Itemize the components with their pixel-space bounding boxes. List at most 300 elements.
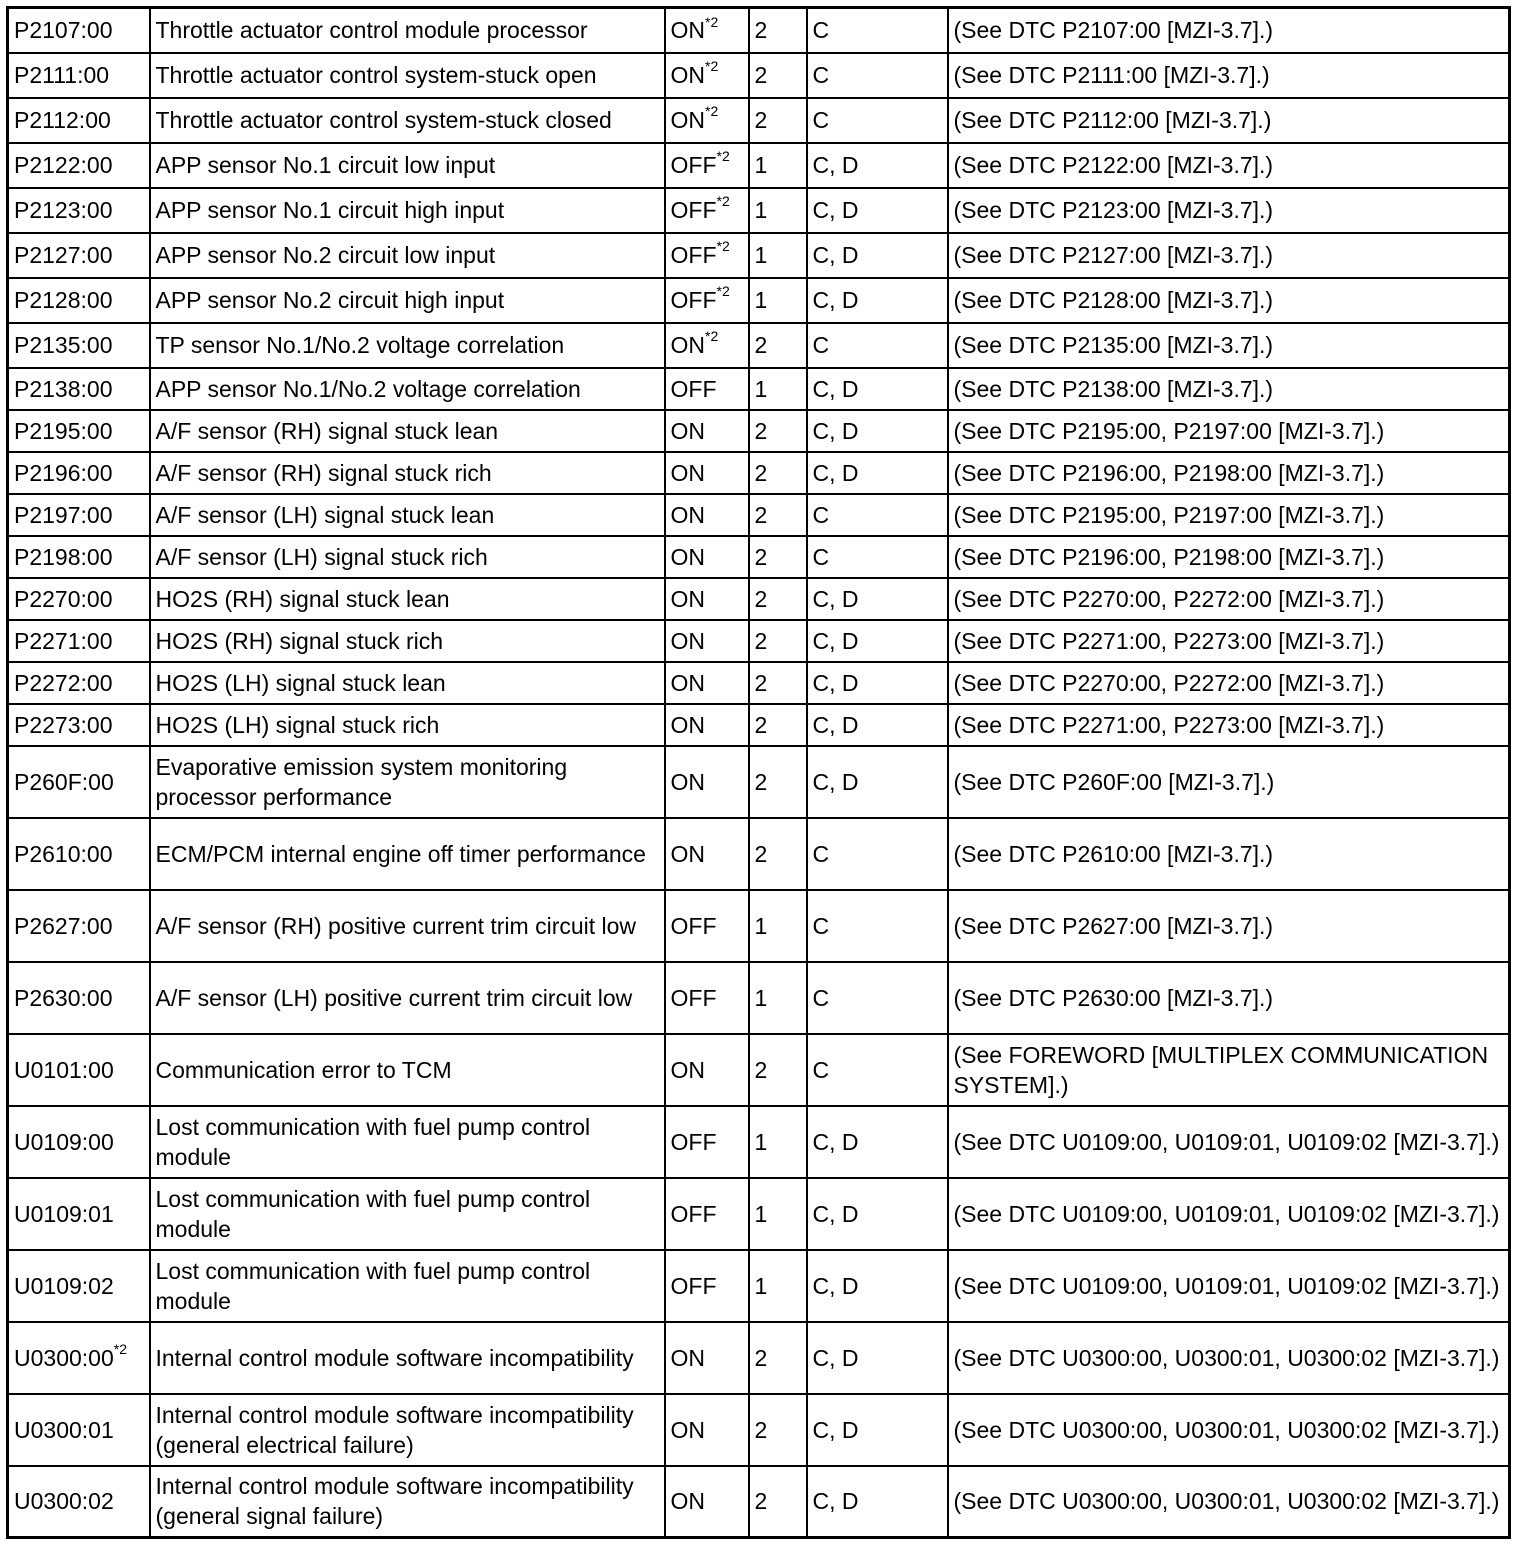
mil-status-cell — [665, 368, 749, 410]
mil-status-cell — [665, 818, 749, 890]
table-row — [8, 1250, 1510, 1322]
mil-status-text: ON — [670, 332, 705, 358]
monitor-item-cell — [807, 962, 948, 1034]
drive-cycle-cell — [749, 410, 807, 452]
mil-status-cell — [665, 53, 749, 98]
reference-page-cell — [948, 98, 1510, 143]
reference-page-cell — [948, 620, 1510, 662]
reference-page-cell — [948, 368, 1510, 410]
reference-page-text: (See DTC P260F:00 [MZI-3.7].) — [953, 768, 1275, 795]
mil-status-text: ON — [670, 417, 705, 444]
monitor-item-cell — [807, 1106, 948, 1178]
monitor-item-text: C, D — [812, 242, 859, 268]
drive-cycle-text: 1 — [754, 1128, 768, 1155]
monitor-item-text: C — [812, 984, 830, 1011]
dtc-description-text: Lost communication with fuel pump control module — [155, 1257, 591, 1314]
table-row — [8, 98, 1510, 143]
dtc-description-text: HO2S (LH) signal stuck rich — [155, 711, 440, 738]
reference-page-cell — [948, 143, 1510, 188]
monitor-item-text: C — [812, 62, 830, 88]
dtc-code-cell — [8, 620, 150, 662]
mil-status-cell — [665, 452, 749, 494]
mil-status-cell — [665, 746, 749, 818]
drive-cycle-cell — [749, 818, 807, 890]
drive-cycle-text: 2 — [754, 840, 768, 867]
monitor-item-cell — [807, 143, 948, 188]
table-row — [8, 578, 1510, 620]
mil-status-text: ON — [670, 627, 705, 654]
reference-page-cell — [948, 1250, 1510, 1322]
monitor-item-cell — [807, 620, 948, 662]
dtc-code-cell — [8, 8, 150, 53]
reference-page-cell — [948, 323, 1510, 368]
dtc-code-text: U0300:00 — [14, 1344, 114, 1371]
dtc-code-cell — [8, 368, 150, 410]
reference-page-cell — [948, 890, 1510, 962]
table-row — [8, 746, 1510, 818]
dtc-code-cell — [8, 98, 150, 143]
monitor-item-cell — [807, 1394, 948, 1466]
dtc-code-cell — [8, 704, 150, 746]
mil-status-text: ON — [670, 459, 705, 486]
dtc-description-text: APP sensor No.1 circuit low input — [155, 152, 496, 178]
monitor-item-cell — [807, 188, 948, 233]
dtc-code-cell — [8, 278, 150, 323]
monitor-item-text: C, D — [812, 152, 859, 178]
reference-page-cell — [948, 1034, 1510, 1106]
dtc-code-cell — [8, 233, 150, 278]
table-row — [8, 188, 1510, 233]
drive-cycle-cell — [749, 578, 807, 620]
drive-cycle-cell — [749, 1466, 807, 1538]
monitor-item-cell — [807, 368, 948, 410]
drive-cycle-text: 2 — [754, 768, 768, 795]
dtc-description-text: Throttle actuator control system-stuck open — [155, 62, 597, 88]
table-row — [8, 368, 1510, 410]
mil-status-text: ON — [670, 1488, 705, 1515]
dtc-description-text: TP sensor No.1/No.2 voltage correlation — [155, 332, 565, 358]
mil-status-text: ON — [670, 543, 705, 570]
monitor-item-text: C — [812, 1056, 830, 1083]
mil-status-cell — [665, 323, 749, 368]
drive-cycle-cell — [749, 536, 807, 578]
drive-cycle-cell — [749, 233, 807, 278]
dtc-description-cell — [150, 278, 665, 323]
drive-cycle-text: 2 — [754, 459, 768, 486]
reference-page-cell — [948, 746, 1510, 818]
drive-cycle-text: 2 — [754, 1488, 768, 1515]
mil-status-cell — [665, 1250, 749, 1322]
dtc-description-text: APP sensor No.1 circuit high input — [155, 197, 505, 223]
monitor-item-cell — [807, 578, 948, 620]
reference-page-text: (See DTC P2627:00 [MZI-3.7].) — [953, 912, 1274, 939]
dtc-description-cell — [150, 1250, 665, 1322]
mil-status-cell — [665, 536, 749, 578]
mil-status-text: ON — [670, 711, 705, 738]
dtc-code-text: P2610:00 — [14, 840, 113, 867]
dtc-code-text: U0101:00 — [14, 1056, 114, 1083]
reference-page-text: (See DTC U0300:00, U0300:01, U0300:02 [MZI-3.7].) — [953, 1416, 1500, 1443]
mil-status-cell — [665, 278, 749, 323]
mil-status-cell — [665, 98, 749, 143]
dtc-code-text: U0300:02 — [14, 1488, 114, 1515]
mil-status-cell — [665, 704, 749, 746]
mil-status-text: ON — [670, 585, 705, 612]
dtc-description-text: A/F sensor (LH) positive current trim circuit low — [155, 984, 633, 1011]
dtc-code-cell — [8, 1394, 150, 1466]
footnote-marker: *2 — [716, 283, 730, 300]
drive-cycle-text: 1 — [754, 912, 768, 939]
drive-cycle-text: 2 — [754, 1344, 768, 1371]
monitor-item-text: C, D — [812, 711, 859, 738]
mil-status-text: OFF — [670, 287, 717, 313]
dtc-description-cell — [150, 620, 665, 662]
dtc-description-text: Communication error to TCM — [155, 1056, 452, 1083]
monitor-item-text: C, D — [812, 375, 859, 402]
mil-status-text: OFF — [670, 912, 717, 939]
dtc-code-text: P2107:00 — [14, 17, 113, 44]
dtc-description-cell — [150, 536, 665, 578]
monitor-item-text: C, D — [812, 459, 859, 486]
dtc-description-text: Internal control module software incompatibility — [155, 1344, 634, 1371]
reference-page-cell — [948, 452, 1510, 494]
monitor-item-text: C, D — [812, 669, 859, 696]
dtc-code-cell — [8, 1106, 150, 1178]
dtc-description-cell — [150, 494, 665, 536]
drive-cycle-cell — [749, 662, 807, 704]
dtc-description-cell — [150, 890, 665, 962]
drive-cycle-text: 2 — [754, 107, 768, 133]
mil-status-text: OFF — [670, 1272, 717, 1299]
dtc-description-cell — [150, 233, 665, 278]
mil-status-cell — [665, 494, 749, 536]
drive-cycle-cell — [749, 98, 807, 143]
footnote-marker: *2 — [705, 13, 719, 30]
table-row — [8, 494, 1510, 536]
table-row — [8, 452, 1510, 494]
monitor-item-cell — [807, 536, 948, 578]
drive-cycle-text: 2 — [754, 711, 768, 738]
reference-page-text: (See DTC P2107:00 [MZI-3.7].) — [953, 17, 1274, 44]
dtc-code-text: P2271:00 — [14, 627, 113, 654]
dtc-code-cell — [8, 962, 150, 1034]
drive-cycle-cell — [749, 620, 807, 662]
dtc-description-text: Lost communication with fuel pump control module — [155, 1113, 591, 1170]
dtc-description-text: HO2S (RH) signal stuck rich — [155, 627, 444, 654]
mil-status-text: OFF — [670, 1200, 717, 1227]
dtc-description-text: APP sensor No.2 circuit high input — [155, 287, 505, 313]
reference-page-cell — [948, 410, 1510, 452]
dtc-description-text: Lost communication with fuel pump control module — [155, 1185, 591, 1242]
footnote-marker: *2 — [113, 1340, 127, 1357]
reference-page-text: (See DTC U0300:00, U0300:01, U0300:02 [MZI-3.7].) — [953, 1344, 1500, 1371]
drive-cycle-cell — [749, 746, 807, 818]
monitor-item-cell — [807, 98, 948, 143]
dtc-description-cell — [150, 188, 665, 233]
reference-page-cell — [948, 494, 1510, 536]
dtc-code-cell — [8, 410, 150, 452]
dtc-description-text: Throttle actuator control system-stuck closed — [155, 107, 612, 133]
monitor-item-cell — [807, 278, 948, 323]
dtc-code-text: P2630:00 — [14, 984, 113, 1011]
mil-status-cell — [665, 1466, 749, 1538]
dtc-code-text: P2273:00 — [14, 711, 113, 738]
dtc-code-text: P2135:00 — [14, 332, 113, 358]
monitor-item-text: C, D — [812, 1416, 859, 1443]
reference-page-cell — [948, 1106, 1510, 1178]
dtc-code-cell — [8, 53, 150, 98]
drive-cycle-cell — [749, 8, 807, 53]
drive-cycle-cell — [749, 962, 807, 1034]
dtc-table-body — [8, 8, 1510, 1538]
reference-page-text: (See DTC P2195:00, P2197:00 [MZI-3.7].) — [953, 417, 1385, 444]
drive-cycle-text: 1 — [754, 197, 768, 223]
table-row — [8, 1322, 1510, 1394]
dtc-description-text: Evaporative emission system monitoring processor performance — [155, 753, 568, 810]
dtc-description-cell — [150, 143, 665, 188]
reference-page-cell — [948, 818, 1510, 890]
dtc-code-cell — [8, 323, 150, 368]
mil-status-text: OFF — [670, 375, 717, 402]
footnote-marker: *2 — [716, 148, 730, 165]
drive-cycle-cell — [749, 53, 807, 98]
dtc-description-text: APP sensor No.1/No.2 voltage correlation — [155, 375, 581, 402]
monitor-item-text: C — [812, 543, 830, 570]
mil-status-cell — [665, 1322, 749, 1394]
dtc-description-cell — [150, 1034, 665, 1106]
dtc-description-text: Throttle actuator control module processor — [155, 17, 588, 44]
reference-page-text: (See DTC U0300:00, U0300:01, U0300:02 [MZI-3.7].) — [953, 1488, 1500, 1515]
table-row — [8, 410, 1510, 452]
dtc-code-text: U0109:00 — [14, 1128, 114, 1155]
dtc-description-text: HO2S (LH) signal stuck lean — [155, 669, 446, 696]
dtc-code-text: P2138:00 — [14, 375, 113, 402]
dtc-description-text: A/F sensor (LH) signal stuck rich — [155, 543, 488, 570]
drive-cycle-text: 2 — [754, 332, 768, 358]
drive-cycle-cell — [749, 452, 807, 494]
reference-page-text: (See DTC P2196:00, P2198:00 [MZI-3.7].) — [953, 543, 1385, 570]
reference-page-text: (See DTC P2195:00, P2197:00 [MZI-3.7].) — [953, 501, 1385, 528]
monitor-item-text: C — [812, 17, 830, 44]
monitor-item-cell — [807, 233, 948, 278]
reference-page-text: (See DTC P2196:00, P2198:00 [MZI-3.7].) — [953, 459, 1385, 486]
monitor-item-text: C, D — [812, 585, 859, 612]
dtc-code-text: U0300:01 — [14, 1416, 114, 1443]
dtc-code-text: P2196:00 — [14, 459, 113, 486]
mil-status-cell — [665, 962, 749, 1034]
monitor-item-cell — [807, 1034, 948, 1106]
mil-status-text: ON — [670, 1416, 705, 1443]
mil-status-text: OFF — [670, 242, 717, 268]
mil-status-cell — [665, 1034, 749, 1106]
mil-status-text: ON — [670, 840, 705, 867]
monitor-item-text: C — [812, 501, 830, 528]
table-row — [8, 143, 1510, 188]
footnote-marker: *2 — [705, 328, 719, 345]
dtc-code-cell — [8, 188, 150, 233]
dtc-description-cell — [150, 323, 665, 368]
dtc-code-cell — [8, 662, 150, 704]
monitor-item-text: C, D — [812, 1272, 859, 1299]
table-row — [8, 323, 1510, 368]
reference-page-cell — [948, 704, 1510, 746]
monitor-item-text: C, D — [812, 287, 859, 313]
reference-page-cell — [948, 1394, 1510, 1466]
dtc-description-text: A/F sensor (RH) signal stuck rich — [155, 459, 492, 486]
dtc-code-text: P2122:00 — [14, 152, 113, 178]
monitor-item-text: C — [812, 107, 830, 133]
mil-status-cell — [665, 620, 749, 662]
table-row — [8, 1034, 1510, 1106]
reference-page-text: (See DTC P2127:00 [MZI-3.7].) — [953, 242, 1274, 268]
mil-status-cell — [665, 662, 749, 704]
reference-page-cell — [948, 1466, 1510, 1538]
dtc-description-cell — [150, 578, 665, 620]
dtc-code-text: P2272:00 — [14, 669, 113, 696]
drive-cycle-text: 2 — [754, 669, 768, 696]
table-row — [8, 704, 1510, 746]
monitor-item-text: C, D — [812, 197, 859, 223]
reference-page-cell — [948, 1178, 1510, 1250]
drive-cycle-cell — [749, 494, 807, 536]
footnote-marker: *2 — [705, 58, 719, 75]
reference-page-text: (See DTC P2111:00 [MZI-3.7].) — [953, 62, 1270, 88]
table-row — [8, 818, 1510, 890]
monitor-item-text: C, D — [812, 417, 859, 444]
table-row — [8, 53, 1510, 98]
monitor-item-text: C, D — [812, 1488, 859, 1515]
monitor-item-text: C, D — [812, 768, 859, 795]
table-row — [8, 233, 1510, 278]
drive-cycle-text: 2 — [754, 1056, 768, 1083]
drive-cycle-text: 2 — [754, 543, 768, 570]
drive-cycle-cell — [749, 1178, 807, 1250]
mil-status-text: ON — [670, 17, 705, 44]
drive-cycle-text: 1 — [754, 375, 768, 402]
reference-page-text: (See DTC P2122:00 [MZI-3.7].) — [953, 152, 1274, 178]
dtc-description-cell — [150, 704, 665, 746]
reference-page-text: (See DTC P2128:00 [MZI-3.7].) — [953, 287, 1274, 313]
drive-cycle-cell — [749, 323, 807, 368]
mil-status-text: ON — [670, 1344, 705, 1371]
mil-status-text: ON — [670, 501, 705, 528]
dtc-description-cell — [150, 962, 665, 1034]
dtc-description-text: APP sensor No.2 circuit low input — [155, 242, 496, 268]
dtc-code-text: P2198:00 — [14, 543, 113, 570]
monitor-item-cell — [807, 704, 948, 746]
dtc-description-cell — [150, 662, 665, 704]
dtc-description-cell — [150, 1322, 665, 1394]
drive-cycle-text: 1 — [754, 1272, 768, 1299]
dtc-code-text: P2195:00 — [14, 417, 113, 444]
table-row — [8, 278, 1510, 323]
monitor-item-cell — [807, 1466, 948, 1538]
monitor-item-text: C, D — [812, 1128, 859, 1155]
dtc-code-cell — [8, 536, 150, 578]
monitor-item-cell — [807, 494, 948, 536]
dtc-code-text: P2123:00 — [14, 197, 113, 223]
dtc-description-text: A/F sensor (LH) signal stuck lean — [155, 501, 495, 528]
reference-page-cell — [948, 233, 1510, 278]
monitor-item-text: C, D — [812, 627, 859, 654]
dtc-code-text: P2627:00 — [14, 912, 113, 939]
drive-cycle-text: 2 — [754, 1416, 768, 1443]
monitor-item-cell — [807, 890, 948, 962]
dtc-code-cell — [8, 1250, 150, 1322]
dtc-code-cell — [8, 1034, 150, 1106]
dtc-description-cell — [150, 98, 665, 143]
monitor-item-text: C, D — [812, 1200, 859, 1227]
monitor-item-text: C — [812, 332, 830, 358]
dtc-table — [6, 6, 1511, 1539]
table-row — [8, 1106, 1510, 1178]
dtc-code-text: P2127:00 — [14, 242, 113, 268]
mil-status-cell — [665, 233, 749, 278]
table-row — [8, 1466, 1510, 1538]
monitor-item-cell — [807, 452, 948, 494]
monitor-item-cell — [807, 1178, 948, 1250]
monitor-item-cell — [807, 1322, 948, 1394]
reference-page-text: (See DTC P2610:00 [MZI-3.7].) — [953, 840, 1274, 867]
dtc-description-text: A/F sensor (RH) signal stuck lean — [155, 417, 499, 444]
drive-cycle-text: 2 — [754, 62, 768, 88]
reference-page-text: (See FOREWORD [MULTIPLEX COMMUNICATION SYSTEM].) — [953, 1041, 1489, 1098]
mil-status-text: OFF — [670, 984, 717, 1011]
dtc-description-text: HO2S (RH) signal stuck lean — [155, 585, 450, 612]
dtc-code-cell — [8, 1178, 150, 1250]
reference-page-text: (See DTC P2138:00 [MZI-3.7].) — [953, 375, 1274, 402]
mil-status-cell — [665, 410, 749, 452]
drive-cycle-cell — [749, 890, 807, 962]
dtc-code-text: P260F:00 — [14, 768, 114, 795]
monitor-item-cell — [807, 323, 948, 368]
monitor-item-cell — [807, 818, 948, 890]
dtc-code-cell — [8, 452, 150, 494]
drive-cycle-text: 1 — [754, 242, 768, 268]
mil-status-cell — [665, 188, 749, 233]
table-row — [8, 536, 1510, 578]
monitor-item-cell — [807, 8, 948, 53]
drive-cycle-text: 1 — [754, 984, 768, 1011]
table-row — [8, 8, 1510, 53]
footnote-marker: *2 — [716, 238, 730, 255]
mil-status-text: ON — [670, 1056, 705, 1083]
reference-page-text: (See DTC P2112:00 [MZI-3.7].) — [953, 107, 1272, 133]
reference-page-text: (See DTC U0109:00, U0109:01, U0109:02 [MZI-3.7].) — [953, 1128, 1500, 1155]
mil-status-cell — [665, 578, 749, 620]
mil-status-text: OFF — [670, 1128, 717, 1155]
dtc-description-cell — [150, 53, 665, 98]
monitor-item-cell — [807, 410, 948, 452]
monitor-item-cell — [807, 662, 948, 704]
reference-page-text: (See DTC P2270:00, P2272:00 [MZI-3.7].) — [953, 585, 1385, 612]
monitor-item-cell — [807, 53, 948, 98]
table-row — [8, 1394, 1510, 1466]
dtc-code-cell — [8, 494, 150, 536]
mil-status-cell — [665, 1106, 749, 1178]
dtc-description-cell — [150, 452, 665, 494]
drive-cycle-cell — [749, 188, 807, 233]
footnote-marker: *2 — [716, 193, 730, 210]
drive-cycle-text: 2 — [754, 585, 768, 612]
reference-page-text: (See DTC P2135:00 [MZI-3.7].) — [953, 332, 1274, 358]
table-row — [8, 662, 1510, 704]
reference-page-text: (See DTC U0109:00, U0109:01, U0109:02 [MZI-3.7].) — [953, 1200, 1500, 1227]
monitor-item-text: C — [812, 840, 830, 867]
dtc-description-text: Internal control module software incompatibility (general signal failure) — [155, 1473, 634, 1530]
drive-cycle-cell — [749, 1394, 807, 1466]
dtc-code-text: U0109:01 — [14, 1200, 114, 1227]
